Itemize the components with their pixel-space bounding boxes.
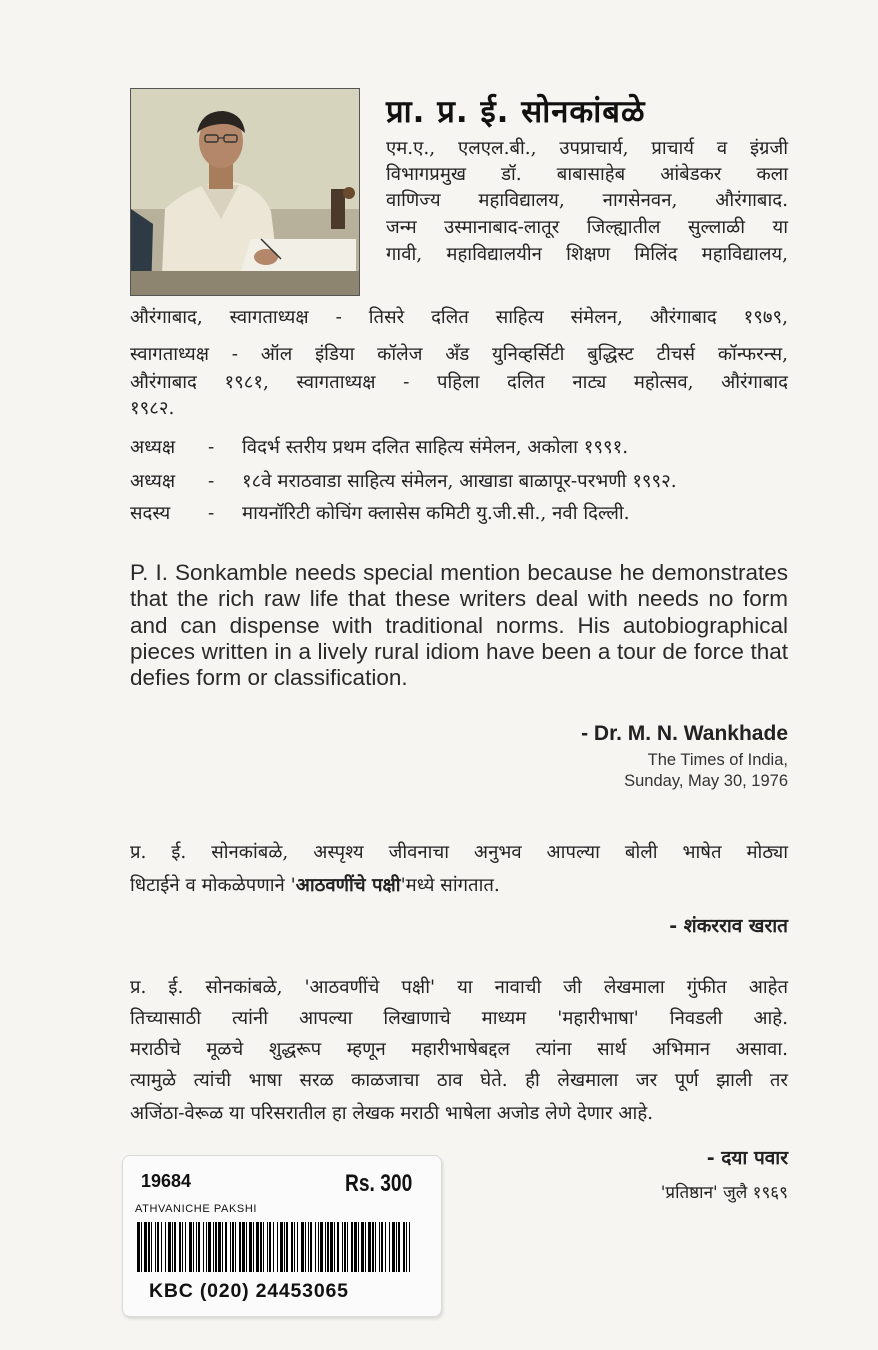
barcode-bar [232, 1222, 234, 1272]
review-line [130, 872, 788, 897]
barcode-bar [284, 1222, 285, 1272]
barcode-bar [246, 1222, 247, 1272]
barcode-bar [280, 1222, 283, 1272]
barcode-bar [196, 1222, 197, 1272]
barcode-bar [342, 1222, 343, 1272]
barcode-bar [286, 1222, 288, 1272]
barcode-bar [148, 1222, 150, 1272]
barcode-bar [267, 1222, 268, 1272]
review-line: प्र. ई. सोनकांबळे, अस्पृश्य जीवनाचा अनुभव आपल्या बोली भाषेत मोठ्या [130, 842, 788, 863]
barcode-bar [168, 1222, 171, 1272]
role-entry [130, 434, 628, 459]
role-detail: विदर्भ स्तरीय प्रथम दलित साहित्य संमेलन, अकोला १९९१. [242, 437, 629, 458]
barcode-bar [351, 1222, 353, 1272]
barcode-bar [398, 1222, 400, 1272]
barcode-bar [347, 1222, 348, 1272]
barcode-bar [277, 1222, 278, 1272]
barcode-bar [203, 1222, 204, 1272]
role-detail: मायनॉरिटी कोचिंग क्लासेस कमिटी यु.जी.सी., नवी दिल्ली. [242, 503, 630, 524]
barcode-bar [256, 1222, 259, 1272]
role-entry [130, 468, 677, 493]
source-line: Sunday, May 30, 1976 [624, 772, 788, 790]
barcode-bar [165, 1222, 166, 1272]
role-dash: - [208, 471, 215, 492]
barcode-bar [358, 1222, 359, 1272]
barcode-bar [151, 1222, 152, 1272]
bio-line: विभागप्रमुख डॉ. बाबासाहेब आंबेडकर कला [386, 164, 788, 185]
author-name: प्रा. प्र. ई. सोनकांबळे [386, 94, 646, 130]
barcode-bar [137, 1222, 140, 1272]
barcode-bar [334, 1222, 335, 1272]
barcode-bar [320, 1222, 323, 1272]
barcode-bar [249, 1222, 252, 1272]
review-line: तिच्यासाठी त्यांनी आपल्या लिखाणाचे माध्यम 'महारीभाषा' निवडली आहे. [130, 1008, 788, 1029]
role-detail: १८वे मराठवाडा साहित्य संमेलन, आखाडा बाळापूर-परभणी १९९२. [242, 471, 677, 492]
barcode-bar [297, 1222, 298, 1272]
barcode-bar [185, 1222, 186, 1272]
barcode-bar [389, 1222, 390, 1272]
role-title: सदस्य [130, 503, 171, 524]
book-title: आठवणींचे पक्षी [295, 875, 401, 896]
sticker-phone: KBC (020) 24453065 [149, 1280, 349, 1302]
bio-line: वाणिज्य महाविद्यालय, नागसेनवन, औरंगाबाद. [386, 190, 788, 211]
bio-line: एम.ए., एलएल.बी., उपप्राचार्य, प्राचार्य व इंग्रजी [386, 138, 788, 159]
review-source: 'प्रतिष्ठान' जुलै १९६९ [660, 1183, 788, 1203]
barcode-bar [330, 1222, 333, 1272]
barcode-bar [235, 1222, 236, 1272]
barcode-bar [215, 1222, 217, 1272]
barcode-bar [392, 1222, 395, 1272]
author-photo [130, 88, 360, 296]
review-line: त्यामुळे त्यांची भाषा सरळ काळजाचा ठाव घेते. ही लेखमाला जर पूर्ण झाली तर [130, 1070, 788, 1091]
bio-line: औरंगाबाद १९८१, स्वागताध्यक्ष - पहिला दलित नाट्य महोत्सव, औरंगाबाद [130, 372, 788, 393]
barcode-bar [406, 1222, 407, 1272]
barcode-bar [182, 1222, 183, 1272]
barcode-bar [344, 1222, 346, 1272]
role-dash: - [208, 437, 215, 458]
review-line: प्र. ई. सोनकांबळे, 'आठवणींचे पक्षी' या नावाची जी लेखमाला गुंफीत आहेत [130, 977, 788, 998]
barcode-bar [368, 1222, 371, 1272]
barcode-bar [174, 1222, 176, 1272]
barcode-bar [161, 1222, 162, 1272]
barcode-bar [263, 1222, 264, 1272]
barcode-bar [193, 1222, 194, 1272]
barcode-bar [301, 1222, 304, 1272]
barcode-bar [403, 1222, 405, 1272]
source-line: The Times of India, [647, 751, 788, 769]
barcode-bar [242, 1222, 245, 1272]
sticker-code: 19684 [141, 1171, 192, 1191]
sticker-price: Rs. 300 [345, 1170, 413, 1197]
barcode-bar [198, 1222, 200, 1272]
barcode-bar [361, 1222, 364, 1272]
barcode-bar [354, 1222, 357, 1272]
barcode-bar [375, 1222, 376, 1272]
barcode-bar [239, 1222, 241, 1272]
barcode-bar [144, 1222, 147, 1272]
bio-line: गावी, महाविद्यालयीन शिक्षण मिलिंद महाविद्यालय, [386, 244, 788, 265]
barcode-bar [208, 1222, 211, 1272]
barcode-bar [381, 1222, 383, 1272]
role-entry [130, 500, 630, 525]
barcode-bar [269, 1222, 271, 1272]
price-sticker [122, 1155, 442, 1317]
barcode-bar [315, 1222, 316, 1272]
barcode-bar [379, 1222, 380, 1272]
barcode-bar [260, 1222, 262, 1272]
barcode-bar [294, 1222, 295, 1272]
barcode-bar [230, 1222, 231, 1272]
role-title: अध्यक्ष [130, 471, 176, 492]
barcode-bar [308, 1222, 309, 1272]
barcode-bar [155, 1222, 156, 1272]
bio-line: १९८२. [130, 398, 175, 419]
english-review-author: - Dr. M. N. Wankhade [581, 722, 788, 745]
barcode-bar [172, 1222, 173, 1272]
role-title: अध्यक्ष [130, 437, 176, 458]
english-review-source [624, 750, 788, 792]
barcode-bar [396, 1222, 397, 1272]
review-line: मराठीचे मूळचे शुद्धरूप म्हणून महारीभाषेबद्दल त्यांना सार्थ अभिमान असावा. [130, 1039, 788, 1060]
review-text: 'मध्ये सांगतात. [400, 875, 500, 896]
sticker-title: ATHVANICHE PAKSHI [135, 1203, 258, 1215]
barcode-bar [325, 1222, 326, 1272]
barcode-bar [253, 1222, 254, 1272]
barcode-bar [179, 1222, 181, 1272]
barcode [135, 1222, 419, 1272]
barcode-bar [385, 1222, 386, 1272]
barcode-bar [291, 1222, 293, 1272]
review-text: धिटाईने व मोकळेपणाने ' [130, 875, 296, 896]
barcode-bar [157, 1222, 159, 1272]
barcode-bar [218, 1222, 221, 1272]
barcode-bar [141, 1222, 142, 1272]
barcode-bar [372, 1222, 374, 1272]
barcode-bar [206, 1222, 207, 1272]
barcode-bar [213, 1222, 214, 1272]
bio-line: औरंगाबाद, स्वागताध्यक्ष - तिसरे दलित साहित्य संमेलन, औरंगाबाद १९७९, [130, 307, 788, 328]
barcode-bar [225, 1222, 227, 1272]
barcode-bar [305, 1222, 306, 1272]
bio-line: जन्म उस्मानाबाद-लातूर जिल्ह्यातील सुल्लाळी या [386, 217, 788, 238]
english-review-text: P. I. Sonkamble needs special mention because he demonstrates that the rich raw life that these writers deal with needs no form and can dispense with traditional norms. His autobiographical pieces written in a lively rural idiom have been a tour de force that defies form or classification. [130, 560, 788, 691]
barcode-bar [310, 1222, 312, 1272]
role-dash: - [208, 503, 215, 524]
barcode-bar [337, 1222, 339, 1272]
bio-line: स्वागताध्यक्ष - ऑल इंडिया कॉलेज अँड युनिव्हर्सिटी बुद्धिस्ट टीचर्स कॉन्फरन्स, [130, 344, 788, 365]
barcode-bar [365, 1222, 366, 1272]
barcode-bar [318, 1222, 319, 1272]
review-author: - शंकरराव खरात [669, 915, 788, 937]
review-line: अजिंठा-वेरूळ या परिसरातील हा लेखक मराठी भाषेला अजोड लेणे देणार आहे. [130, 1103, 654, 1124]
barcode-bar [273, 1222, 274, 1272]
barcode-bar [222, 1222, 223, 1272]
barcode-bar [189, 1222, 192, 1272]
barcode-bar [327, 1222, 329, 1272]
barcode-bar [409, 1222, 410, 1272]
review-author: - दया पवार [706, 1147, 788, 1169]
